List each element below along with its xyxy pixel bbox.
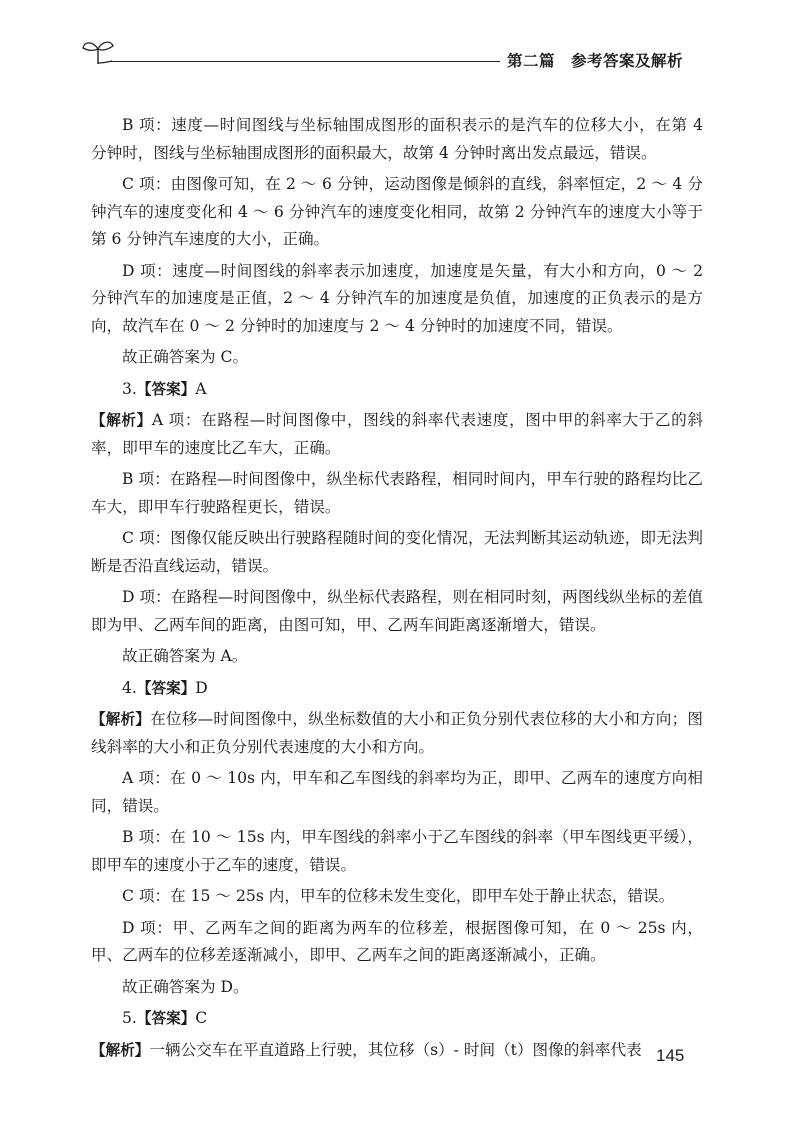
paragraph-text: D bbox=[195, 678, 208, 697]
paragraph bbox=[91, 171, 703, 254]
analysis-label: 【解析】 bbox=[91, 1041, 150, 1059]
paragraph bbox=[91, 915, 703, 970]
paragraph bbox=[91, 407, 703, 462]
answer-label: 【答案】 bbox=[136, 380, 196, 398]
paragraph-text: 故正确答案为 D。 bbox=[122, 977, 249, 996]
paragraph bbox=[91, 883, 703, 911]
paragraph-text: D 项：甲、乙两车之间的距离为两车的位移差，根据图像可知，在 0 ～ 25s 内，甲、乙两车的位移差逐渐减小，即甲、乙两车之间的距离逐渐减小，正确。 bbox=[91, 918, 703, 964]
question-number: 4. bbox=[122, 678, 137, 697]
paragraph-text: 在位移—时间图像中，纵坐标数值的大小和正负分别代表位移的大小和方向；图线斜率的大小和正负分别代表速度的大小和方向。 bbox=[91, 710, 703, 756]
paragraph-text: C 项：由图像可知，在 2 ～ 6 分钟，运动图像是倾斜的直线，斜率恒定，2 ～ 4 分钟汽车的速度变化和 4 ～ 6 分钟汽车的速度变化相同，故第 2 分钟汽车的速度大小等于第 6 分钟汽车速度的大小，正确。 bbox=[91, 175, 703, 248]
paragraph bbox=[91, 344, 703, 372]
paragraph bbox=[91, 824, 703, 879]
paragraph bbox=[91, 376, 703, 404]
paragraph-text: 故正确答案为 C。 bbox=[122, 348, 249, 366]
paragraph-text: C 项：图像仅能反映出行驶路程随时间的变化情况，无法判断其运动轨迹，即无法判断是否沿直线运动，错误。 bbox=[91, 529, 703, 575]
header-rule bbox=[110, 61, 500, 62]
header-title: 第二篇 参考答案及解析 bbox=[507, 52, 684, 70]
page-body bbox=[91, 112, 703, 1068]
paragraph-text: A bbox=[195, 379, 207, 398]
analysis-label: 【解析】 bbox=[91, 711, 151, 728]
analysis-label: 【解析】 bbox=[91, 412, 152, 429]
paragraph-text: A 项：在路程—时间图像中，图线的斜率代表速度，图中甲的斜率大于乙的斜率，即甲车的速度比乙车大，正确。 bbox=[91, 411, 703, 457]
answer-label: 【答案】 bbox=[136, 1010, 196, 1027]
paragraph bbox=[91, 706, 703, 761]
page-header bbox=[0, 0, 800, 80]
paragraph-text: C 项：在 15 ～ 25s 内，甲车的位移未发生变化，即甲车处于静止状态，错误。 bbox=[122, 887, 675, 905]
paragraph-text: D 项：在路程—时间图像中，纵坐标代表路程，则在相同时刻，两图线纵坐标的差值即为甲、乙两车间的距离，由图可知，甲、乙两车间距离逐渐增大，错误。 bbox=[91, 588, 703, 634]
question-number: 3. bbox=[122, 379, 137, 398]
paragraph-text: C bbox=[195, 1009, 208, 1027]
paragraph bbox=[91, 765, 703, 820]
paragraph bbox=[91, 1037, 703, 1065]
paragraph bbox=[91, 1005, 703, 1033]
paragraph bbox=[91, 112, 703, 167]
paragraph-text: 一辆公交车在平直道路上行驶，其位移（s）- 时间（t）图像的斜率代表 bbox=[149, 1040, 642, 1059]
paragraph-text: D 项：速度—时间图线的斜率表示加速度，加速度是矢量，有大小和方向，0 ～ 2 分钟汽车的加速度是正值，2 ～ 4 分钟汽车的加速度是负值，加速度的正负表示的是方向，故汽车在 0 ～ 2 分钟时的加速度与 2 ～ 4 分钟时的加速度不同，错误。 bbox=[91, 261, 703, 335]
paragraph-text: 故正确答案为 A。 bbox=[122, 647, 248, 665]
paragraph bbox=[91, 974, 703, 1002]
paragraph-text: A 项：在 0 ～ 10s 内，甲车和乙车图线的斜率均为正，即甲、乙两车的速度方向相同，错误。 bbox=[91, 769, 703, 815]
paragraph bbox=[91, 643, 703, 671]
paragraph-text: B 项：在路程—时间图像中，纵坐标代表路程，相同时间内，甲车行驶的路程均比乙车大，即甲车行驶路程更长，错误。 bbox=[91, 470, 703, 516]
paragraph bbox=[91, 675, 703, 703]
question-number: 5. bbox=[122, 1009, 137, 1027]
paragraph bbox=[91, 525, 703, 580]
paragraph-text: B 项：在 10 ～ 15s 内，甲车图线的斜率小于乙车图线的斜率（甲车图线更平缓），即甲车的速度小于乙车的速度，错误。 bbox=[91, 828, 703, 874]
paragraph bbox=[91, 466, 703, 521]
paragraph bbox=[91, 584, 703, 639]
answer-label: 【答案】 bbox=[136, 679, 196, 697]
page-number: 145 bbox=[656, 1046, 685, 1065]
paragraph-text: B 项：速度—时间图线与坐标轴围成图形的面积表示的是汽车的位移大小，在第 4 分钟时，图线与坐标轴围成图形的面积最大，故第 4 分钟时离出发点最远，错误。 bbox=[91, 116, 703, 162]
paragraph bbox=[91, 258, 703, 341]
